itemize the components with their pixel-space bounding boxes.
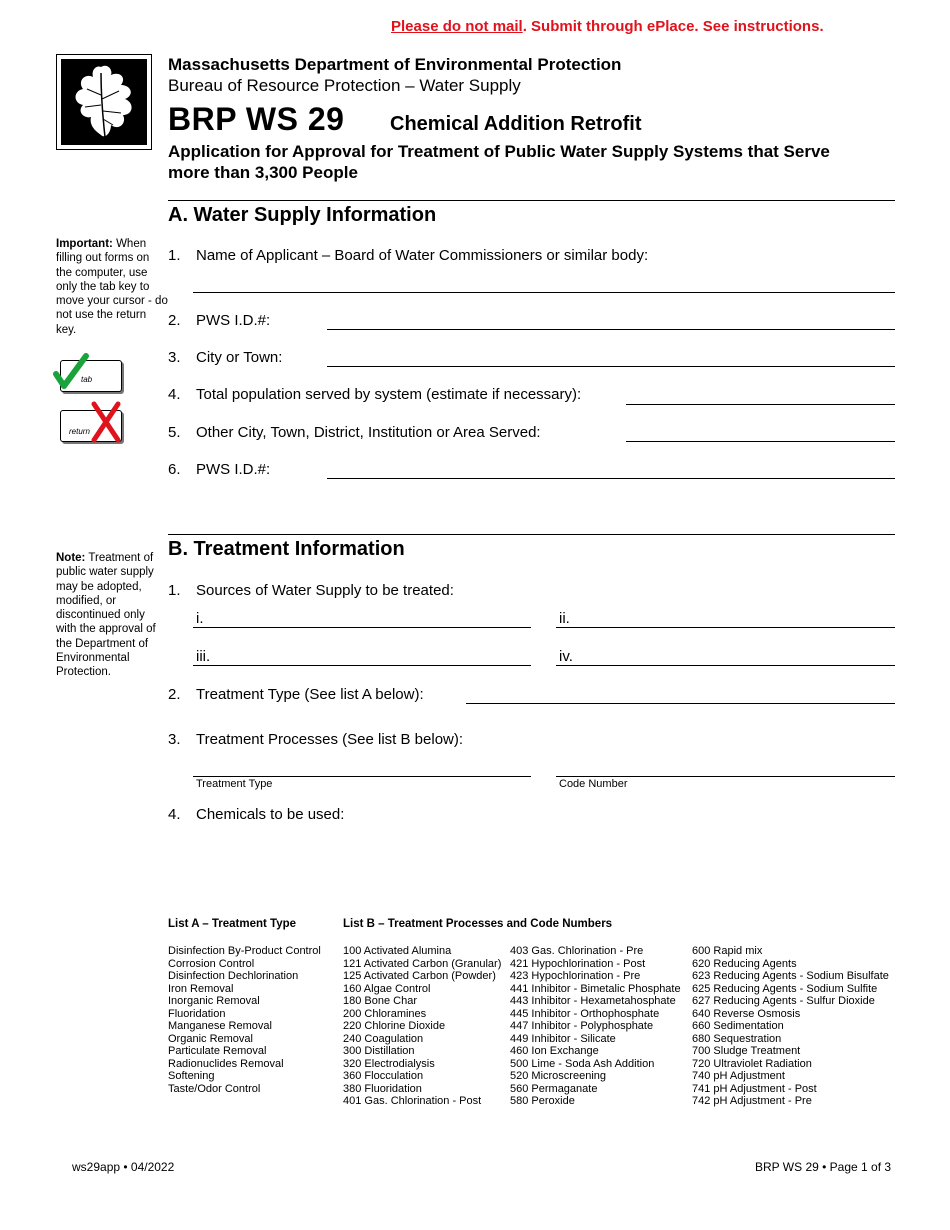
list-item: 200 Chloramines	[343, 1007, 427, 1020]
question-number: 4.	[168, 806, 181, 823]
list-item: 620 Reducing Agents	[692, 957, 797, 970]
other-area-field[interactable]	[626, 441, 895, 442]
submission-notice	[391, 18, 824, 35]
code-number-caption: Code Number	[559, 778, 628, 790]
list-item: 445 Inhibitor - Orthophosphate	[510, 1007, 660, 1020]
important-label: Important:	[56, 238, 113, 250]
list-item: 500 Lime - Soda Ash Addition	[510, 1057, 655, 1070]
list-item: 520 Microscreening	[510, 1070, 606, 1082]
list-item: 640 Reverse Osmosis	[692, 1007, 801, 1020]
oak-leaf-icon	[61, 59, 147, 145]
important-text: When filling out forms on the computer, use only the tab key to move your cursor - do not use the return key.	[56, 238, 168, 336]
question-number: 2.	[168, 312, 181, 329]
list-item: 627 Reducing Agents - Sulfur Dioxide	[692, 995, 875, 1007]
source-iii-field[interactable]	[193, 665, 531, 666]
form-subtitle: Application for Approval for Treatment of Public Water Supply Systems that Serve more than 3,300 People	[168, 142, 830, 182]
list-a-title: List A – Treatment Type	[168, 918, 297, 930]
population-field[interactable]	[626, 404, 895, 405]
return-key-label: return	[69, 427, 90, 436]
question-b4	[168, 806, 344, 823]
list-item: 700 Sludge Treatment	[692, 1045, 801, 1057]
pws-id-2-field[interactable]	[327, 478, 895, 479]
question-label: Treatment Processes (See list B below):	[196, 731, 464, 748]
treatment-type-field[interactable]	[466, 703, 895, 704]
list-item: 100 Activated Alumina	[343, 945, 452, 957]
source-ii-field[interactable]	[556, 627, 895, 628]
question-label: PWS I.D.#:	[196, 461, 271, 478]
list-item: 742 pH Adjustment - Pre	[692, 1095, 812, 1107]
list-item: 600 Rapid mix	[692, 945, 763, 957]
list-item: 447 Inhibitor - Polyphosphate	[510, 1020, 654, 1032]
massdep-oak-leaf-logo	[56, 54, 152, 150]
list-item: 300 Distillation	[343, 1045, 415, 1057]
question-label: Chemicals to be used:	[196, 806, 345, 823]
list-item: 580 Peroxide	[510, 1095, 575, 1107]
list-item: Corrosion Control	[168, 957, 255, 970]
list-item: 320 Electrodialysis	[343, 1057, 435, 1070]
list-item: Radionuclides Removal	[168, 1057, 284, 1070]
list-item: Organic Removal	[168, 1032, 253, 1045]
list-item: 380 Fluoridation	[343, 1082, 422, 1095]
question-a5	[168, 424, 541, 441]
list-item: 449 Inhibitor - Silicate	[510, 1032, 616, 1045]
question-a3	[168, 349, 282, 366]
list-item: Disinfection By-Product Control	[168, 945, 321, 957]
list-item: 421 Hypochlorination - Post	[510, 957, 646, 970]
source-ii-label: ii.	[559, 610, 570, 627]
city-town-field[interactable]	[327, 366, 895, 367]
question-a1	[168, 247, 648, 264]
treatment-note	[56, 551, 168, 680]
list-item: 660 Sedimentation	[692, 1020, 784, 1032]
question-label: Treatment Type (See list A below):	[196, 686, 424, 703]
treatment-type-caption: Treatment Type	[196, 778, 273, 790]
list-item: Disinfection Dechlorination	[168, 970, 299, 982]
question-number: 1.	[168, 247, 181, 264]
list-item: 220 Chlorine Dioxide	[343, 1020, 446, 1032]
question-label: PWS I.D.#:	[196, 312, 271, 329]
question-b1	[168, 582, 454, 599]
question-number: 1.	[168, 582, 181, 599]
list-item: 180 Bone Char	[343, 995, 417, 1007]
list-item: 423 Hypochlorination - Pre	[510, 970, 641, 982]
source-i-field[interactable]	[193, 627, 531, 628]
list-item: 720 Ultraviolet Radiation	[692, 1057, 812, 1070]
notice-rest: . Submit through ePlace. See instructions.	[522, 18, 824, 35]
list-item: 160 Algae Control	[343, 982, 431, 995]
note-label: Note:	[56, 552, 86, 564]
list-b-column-3	[692, 945, 889, 1108]
list-item: Inorganic Removal	[168, 995, 260, 1007]
footer-page-number: BRP WS 29 • Page 1 of 3	[755, 1160, 892, 1174]
source-iii-label: iii.	[196, 648, 211, 665]
question-label: Name of Applicant – Board of Water Commissioners or similar body:	[196, 247, 649, 264]
list-b-column-2	[510, 945, 681, 1108]
list-item: 441 Inhibitor - Bimetalic Phosphate	[510, 982, 681, 995]
section-a-title: A. Water Supply Information	[168, 204, 437, 226]
list-item: 460 Ion Exchange	[510, 1045, 599, 1057]
form-name: Chemical Addition Retrofit	[390, 113, 642, 135]
source-i-label: i.	[196, 610, 204, 627]
process-treatment-type-field[interactable]	[193, 776, 531, 777]
department-name: Massachusetts Department of Environmental Protection	[168, 55, 622, 74]
list-item: 401 Gas. Chlorination - Post	[343, 1095, 482, 1107]
form-id: BRP WS 29	[168, 101, 345, 137]
list-item: 740 pH Adjustment	[692, 1070, 785, 1082]
important-note	[56, 237, 168, 337]
question-b2	[168, 686, 424, 703]
question-number: 4.	[168, 386, 181, 403]
list-item: Particulate Removal	[168, 1045, 267, 1057]
pws-id-field[interactable]	[327, 329, 895, 330]
list-item: Fluoridation	[168, 1007, 226, 1020]
applicant-name-field[interactable]	[193, 292, 895, 293]
list-item: 240 Coagulation	[343, 1032, 424, 1045]
list-item: 623 Reducing Agents - Sodium Bisulfate	[692, 970, 889, 982]
list-item: 121 Activated Carbon (Granular)	[343, 957, 502, 970]
question-number: 3.	[168, 349, 181, 366]
question-a6	[168, 461, 270, 478]
question-b3	[168, 731, 463, 748]
list-item: 741 pH Adjustment - Post	[692, 1082, 817, 1095]
list-item: 360 Flocculation	[343, 1070, 424, 1082]
checkmark-icon	[52, 352, 92, 392]
list-item: 125 Activated Carbon (Powder)	[343, 970, 496, 982]
list-item: Taste/Odor Control	[168, 1082, 261, 1095]
section-b-title: B. Treatment Information	[168, 538, 405, 560]
list-item: Iron Removal	[168, 982, 234, 995]
note-text: Treatment of public water supply may be adopted, modified, or discontinued only with the approval of the Department of Environmental Protection.	[56, 552, 156, 679]
section-a-rule	[168, 200, 895, 201]
process-code-number-field[interactable]	[556, 776, 895, 777]
list-item: 403 Gas. Chlorination - Pre	[510, 945, 644, 957]
list-item: Softening	[168, 1070, 215, 1082]
question-number: 3.	[168, 731, 181, 748]
question-number: 5.	[168, 424, 181, 441]
list-item: 560 Permaganate	[510, 1082, 598, 1095]
list-item: Manganese Removal	[168, 1020, 272, 1032]
question-label: Other City, Town, District, Institution or Area Served:	[196, 424, 541, 441]
bureau-name: Bureau of Resource Protection – Water Supply	[168, 76, 521, 95]
list-item: 680 Sequestration	[692, 1032, 782, 1045]
list-item: 625 Reducing Agents - Sodium Sulfite	[692, 982, 878, 995]
footer-form-version: ws29app • 04/2022	[72, 1160, 175, 1174]
question-label: Sources of Water Supply to be treated:	[196, 582, 454, 599]
question-label: City or Town:	[196, 349, 283, 366]
list-a-items	[168, 945, 321, 1095]
source-iv-field[interactable]	[556, 665, 895, 666]
question-a2	[168, 312, 270, 329]
list-b-title: List B – Treatment Processes and Code Numbers	[343, 918, 613, 930]
notice-mail-warning: Please do not mail	[391, 18, 523, 35]
question-label: Total population served by system (estimate if necessary):	[196, 386, 582, 403]
cross-icon	[88, 400, 124, 444]
list-item: 443 Inhibitor - Hexametahosphate	[510, 995, 676, 1007]
section-b-rule	[168, 534, 895, 535]
source-iv-label: iv.	[559, 648, 573, 665]
tab-key-label: tab	[81, 375, 93, 384]
list-b-column-1	[343, 945, 501, 1108]
question-a4	[168, 386, 581, 403]
question-number: 6.	[168, 461, 181, 478]
question-number: 2.	[168, 686, 181, 703]
